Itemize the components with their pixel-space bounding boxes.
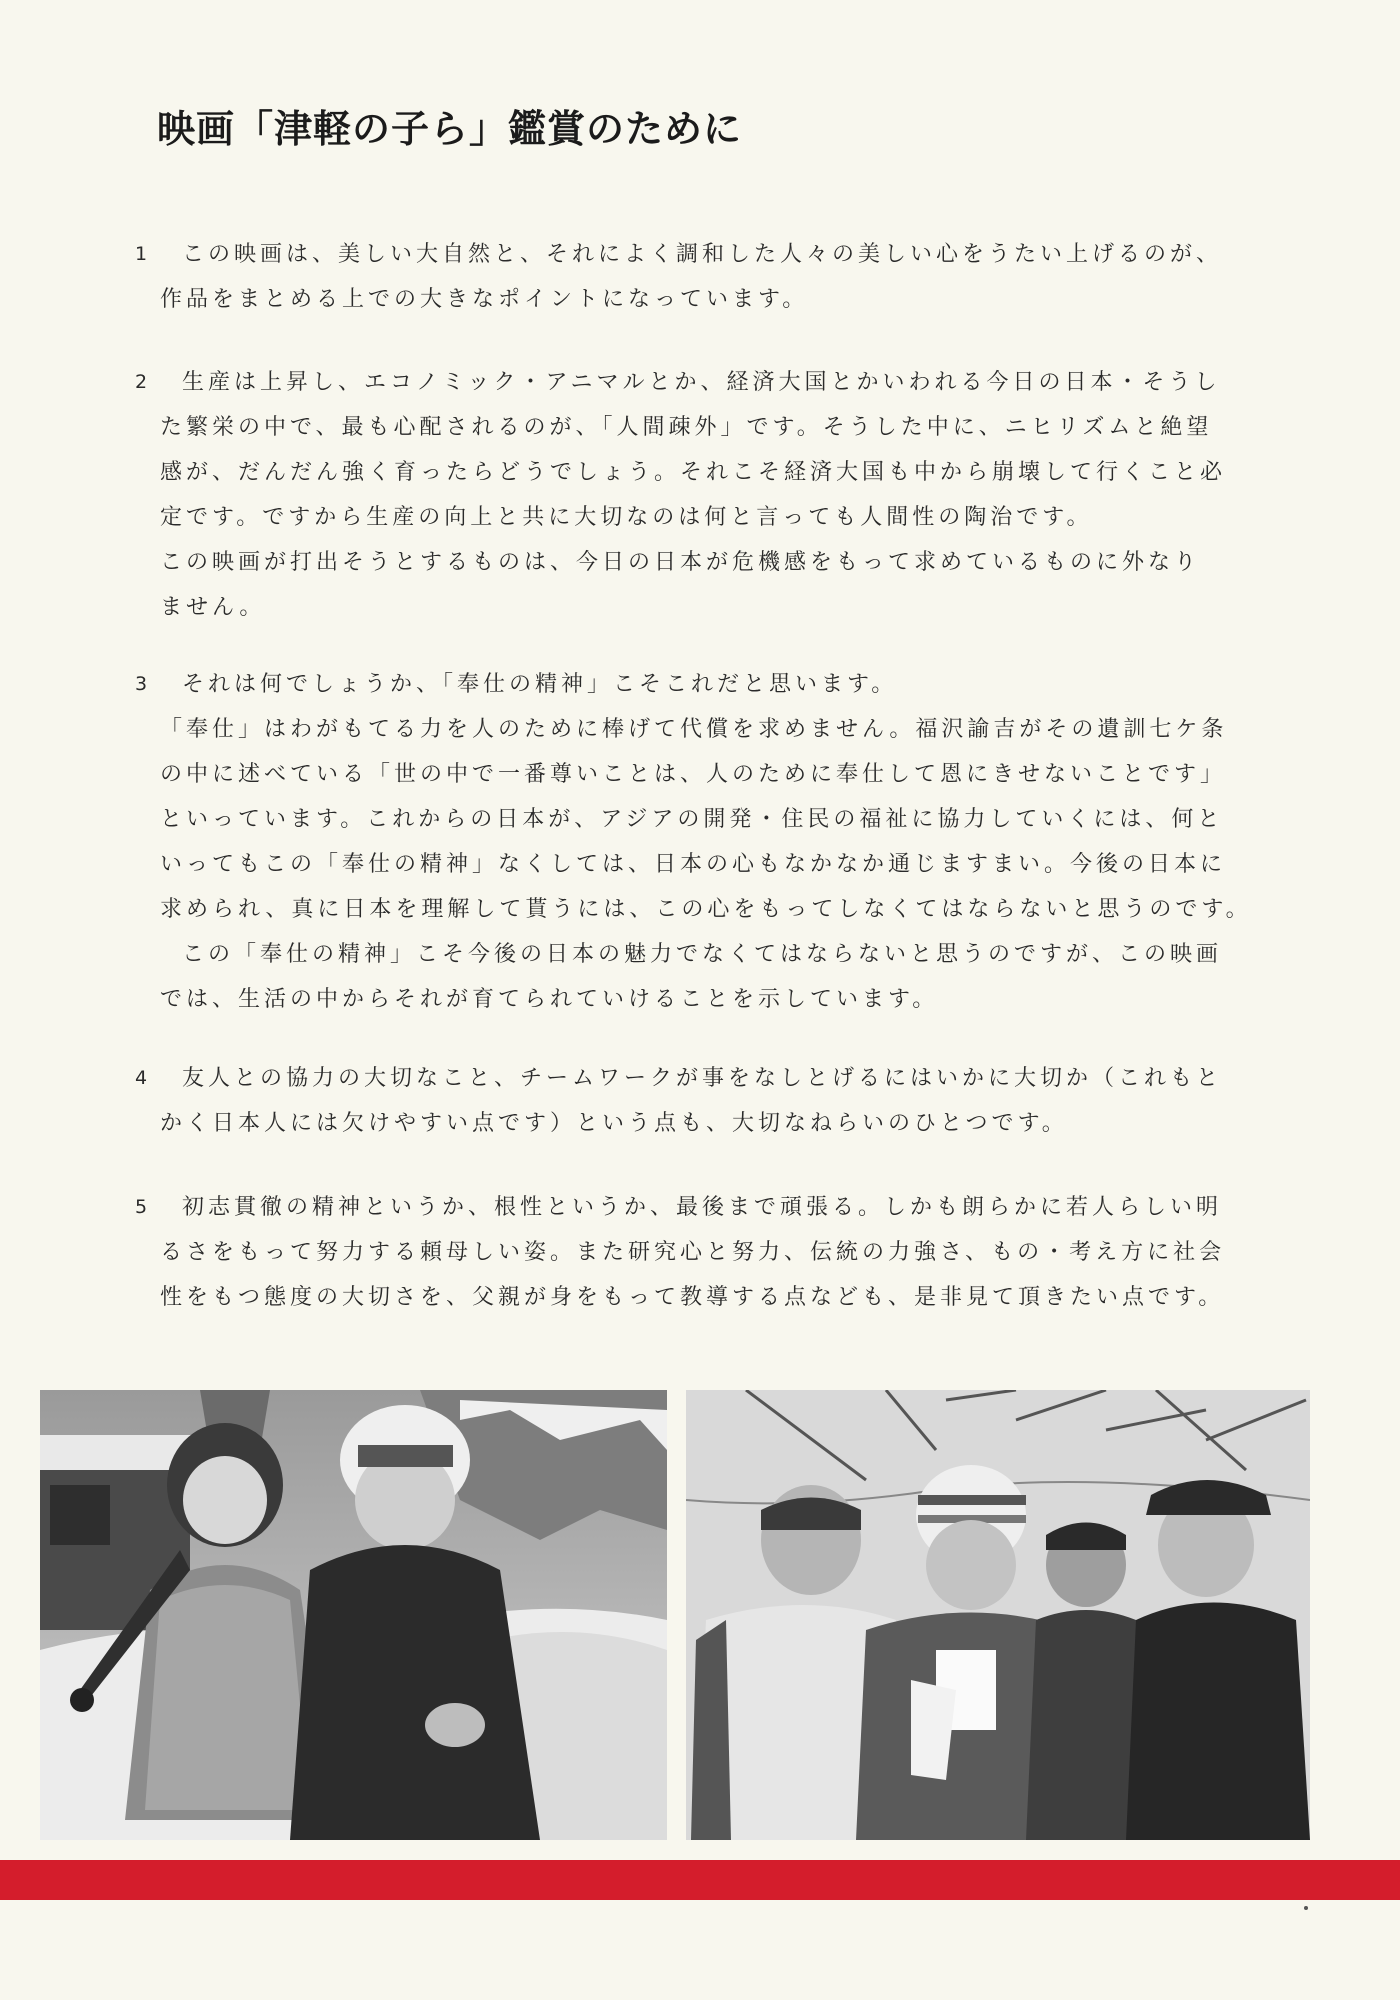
section-number: 3 xyxy=(135,673,148,695)
paragraph-line: 定です。ですから生産の向上と共に大切なのは何と言っても人間性の陶治です。 xyxy=(160,505,1093,530)
paragraph-line: いってもこの「奉仕の精神」なくしては、日本の心もなかなか通じますまい。今後の日本に xyxy=(160,852,1227,877)
photo-group-of-boys-image xyxy=(686,1390,1310,1840)
paragraph-line: この「奉仕の精神」こそ今後の日本の魅力でなくてはならないと思うのですが、この映画 xyxy=(182,942,1223,967)
red-decorative-band xyxy=(0,1860,1400,1900)
section-number: 2 xyxy=(135,371,148,393)
section-2 xyxy=(135,360,1227,630)
photo-two-children xyxy=(40,1390,667,1840)
paragraph-line: 友人との協力の大切なこと、チームワークが事をなしとげるにはいかに大切か（これもと xyxy=(182,1066,1223,1091)
paragraph-line: 「奉仕」はわがもてる力を人のために棒げて代償を求めません。福沢諭吉がその遺訓七ケ条 xyxy=(160,717,1228,742)
photo-two-children-image xyxy=(40,1390,667,1840)
paragraph-line: では、生活の中からそれが育てられていけることを示しています。 xyxy=(160,987,939,1012)
section-number: 4 xyxy=(135,1067,148,1089)
paragraph-line: 性をもつ態度の大切さを、父親が身をもって教導する点なども、是非見て頂きたい点です。 xyxy=(160,1285,1225,1310)
paragraph-line: るさをもって努力する頼母しい姿。また研究心と努力、伝統の力強さ、もの・考え方に社会 xyxy=(160,1240,1226,1265)
section-4 xyxy=(135,1056,1223,1146)
paragraph-line: ません。 xyxy=(160,595,266,620)
section-5 xyxy=(135,1185,1226,1320)
paragraph-line: 初志貫徹の精神というか、根性というか、最後まで頑張る。しかも朗らかに若人らしい明 xyxy=(182,1195,1223,1220)
paragraph-line: 生産は上昇し、エコノミック・アニマルとか、経済大国とかいわれる今日の日本・そうし xyxy=(182,370,1221,395)
paragraph-line: といっています。これからの日本が、アジアの開発・住民の福祉に協力していくには、何と xyxy=(160,807,1224,832)
paragraph-line: かく日本人には欠けやすい点です）という点も、大切なねらいのひとつです。 xyxy=(160,1111,1068,1136)
paragraph-line: の中に述べている「世の中で一番尊いことは、人のために奉仕して恩にきせないことです」 xyxy=(160,762,1227,787)
section-1 xyxy=(135,232,1223,322)
paragraph-line: 感が、だんだん強く育ったらどうでしょう。それこそ経済大国も中から崩壊して行くこと必 xyxy=(160,460,1227,485)
section-number: 1 xyxy=(135,243,148,265)
photo-group-of-boys xyxy=(686,1390,1310,1840)
paragraph-line: それは何でしょうか、「奉仕の精神」こそこれだと思います。 xyxy=(182,672,898,697)
paragraph-line: 求められ、真に日本を理解して貰うには、この心をもってしなくてはならないと思うのです。 xyxy=(160,897,1252,922)
section-3 xyxy=(135,662,1252,1022)
section-number: 5 xyxy=(135,1196,148,1218)
paragraph-line: 作品をまとめる上での大きなポイントになっています。 xyxy=(160,287,809,312)
paragraph-line: た繁栄の中で、最も心配されるのが、「人間疎外」です。そうした中に、ニヒリズムと絶望 xyxy=(160,415,1213,440)
paragraph-line: この映画が打出そうとするものは、今日の日本が危機感をもって求めているものに外なり xyxy=(160,550,1201,575)
page-title: 映画「津軽の子ら」鑑賞のために xyxy=(157,107,743,151)
speck xyxy=(1304,1906,1308,1910)
paragraph-line: この映画は、美しい大自然と、それによく調和した人々の美しい心をうたい上げるのが、 xyxy=(182,242,1223,267)
